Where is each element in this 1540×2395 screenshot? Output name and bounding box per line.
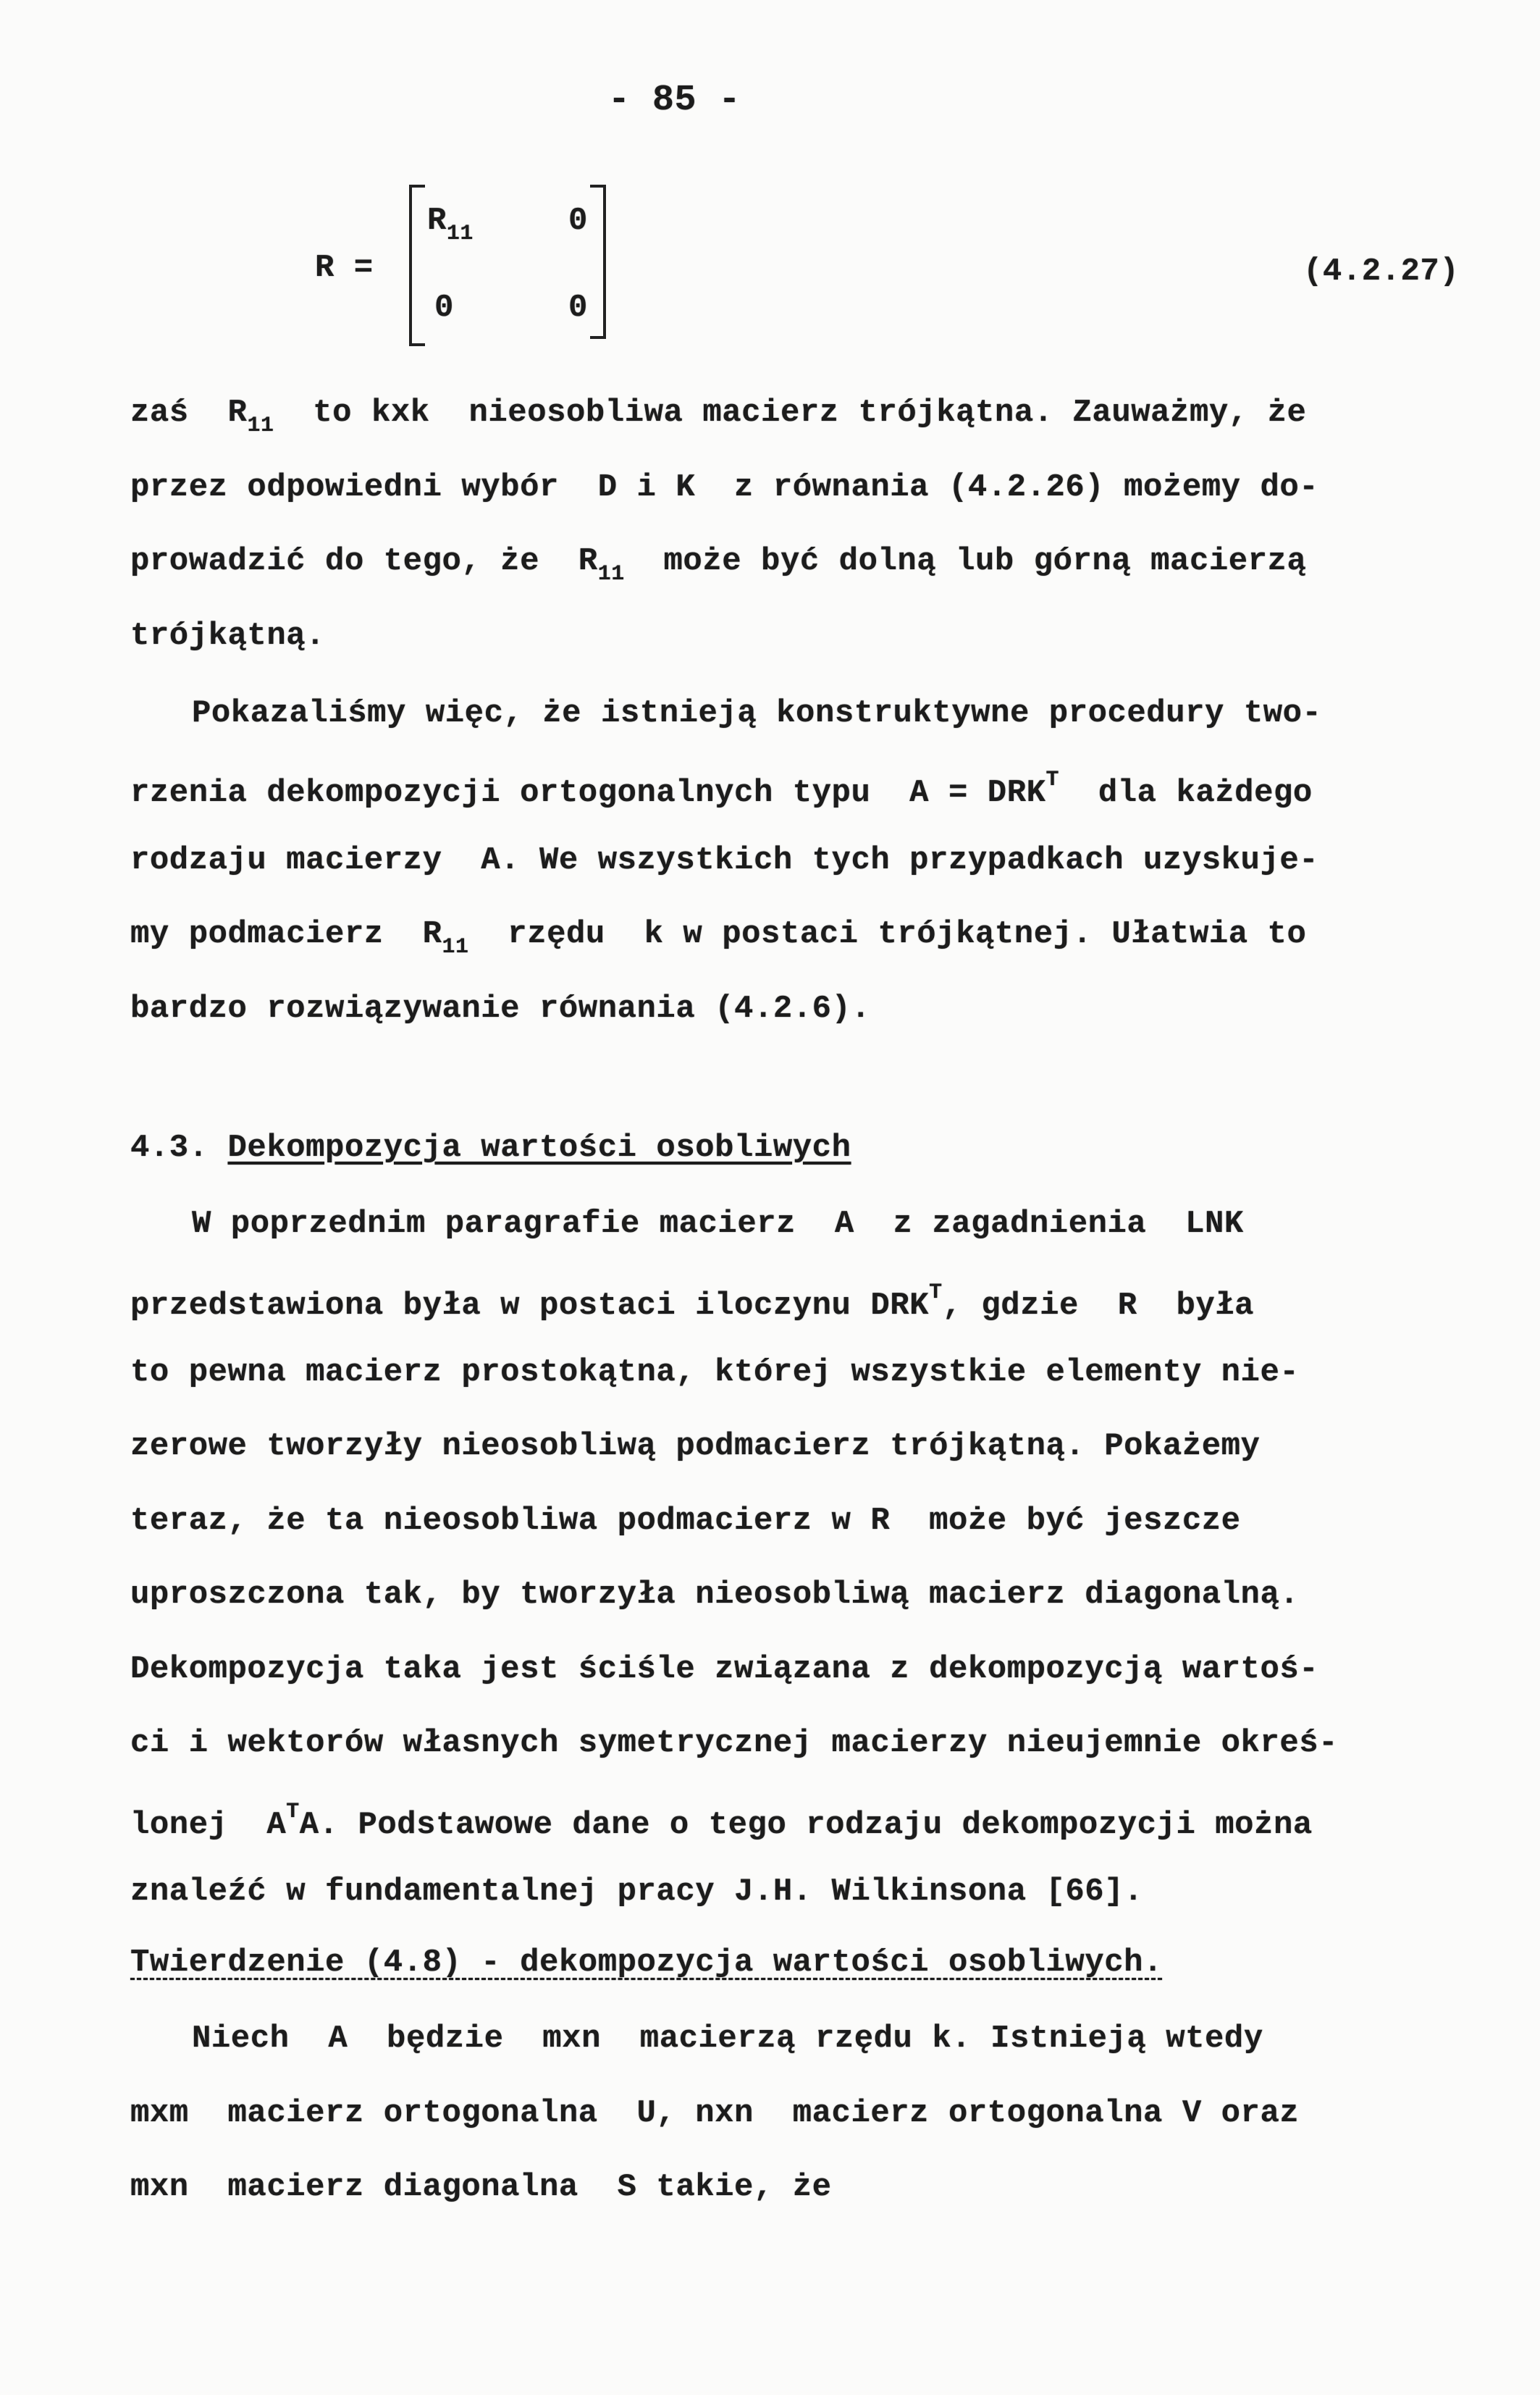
matrix-left-bracket bbox=[409, 185, 425, 346]
text-line: bardzo rozwiązywanie równania (4.2.6). bbox=[130, 991, 871, 1027]
text-line: znaleźć w fundamentalnej pracy J.H. Wilkinsona [66]. bbox=[130, 1874, 1144, 1910]
section-heading bbox=[130, 1130, 851, 1166]
text-line: przez odpowiedni wybór D i K z równania (4.2.26) możemy do- bbox=[130, 469, 1319, 506]
text-line: Dekompozycja taka jest ściśle związana z dekompozycją wartoś- bbox=[130, 1651, 1319, 1687]
matrix-r11-symbol: R bbox=[427, 203, 447, 239]
text-line: lonej $A^TA$. Podstawowe dane o tego rodzaju dekompozycji można bbox=[130, 1800, 1313, 1843]
text-line: przedstawiona była w postaci iloczynu $DRK^T$, gdzie R była bbox=[130, 1280, 1255, 1324]
text-line: rodzaju macierzy A. We wszystkich tych przypadkach uzyskuje- bbox=[130, 842, 1319, 878]
text-line: teraz, że ta nieosobliwa podmacierz w R może być jeszcze bbox=[130, 1503, 1241, 1539]
section-number: 4.3. bbox=[130, 1130, 209, 1166]
text-line: uproszczona tak, by tworzyła nieosobliwą macierz diagonalną. bbox=[130, 1577, 1300, 1613]
matrix-right-bracket bbox=[590, 185, 606, 339]
text-line: ci i wektorów własnych symetrycznej macierzy nieujemnie okreś- bbox=[130, 1725, 1339, 1761]
equation-lhs: R = bbox=[315, 250, 374, 286]
section-title: Dekompozycja wartości osobliwych bbox=[227, 1130, 851, 1166]
text-line: Niech A będzie mxn macierzą rzędu k. Istnieją wtedy bbox=[192, 2021, 1263, 2057]
matrix-cell-r2c1: 0 bbox=[434, 290, 454, 326]
matrix-cell-r1c2: 0 bbox=[568, 203, 588, 239]
text-line: to pewna macierz prostokątna, której wszystkie elementy nie- bbox=[130, 1354, 1300, 1391]
text-line: rzenia dekompozycji ortogonalnych typu $A = DRK^T$ dla każdego bbox=[130, 768, 1313, 811]
text-line: Pokazaliśmy więc, że istnieją konstruktywne procedury two- bbox=[192, 695, 1322, 731]
matrix-cell-r2c2: 0 bbox=[568, 290, 588, 326]
matrix-r11-subscript: 11 bbox=[446, 222, 474, 246]
text-line: zerowe tworzyły nieosobliwą podmacierz trójkątną. Pokażemy bbox=[130, 1428, 1261, 1464]
equation-label: (4.2.27) bbox=[1303, 253, 1460, 290]
text-line: prowadzić do tego, że $R_{11}$ może być dolną lub górną macierzą bbox=[130, 543, 1307, 587]
theorem-heading: Twierdzenie (4.8) - dekompozycja wartości osobliwych. bbox=[130, 1945, 1163, 1981]
text-line: trójkątną. bbox=[130, 618, 326, 654]
text-line: mxn macierz diagonalna S takie, że bbox=[130, 2169, 832, 2205]
text-line: my podmacierz $R_{11}$ rzędu k w postaci trójkątnej. Ułatwia to bbox=[130, 916, 1307, 960]
text-line: zaś $R_{11}$ to kxk nieosobliwa macierz trójkątna. Zauważmy, że bbox=[130, 395, 1307, 438]
text-line: mxm macierz ortogonalna U, nxn macierz ortogonalna V oraz bbox=[130, 2095, 1300, 2131]
text-line: W poprzednim paragrafie macierz A z zagadnienia LNK bbox=[192, 1206, 1244, 1242]
matrix-cell-r1c1 bbox=[427, 203, 474, 246]
page-number: - 85 - bbox=[608, 80, 741, 121]
